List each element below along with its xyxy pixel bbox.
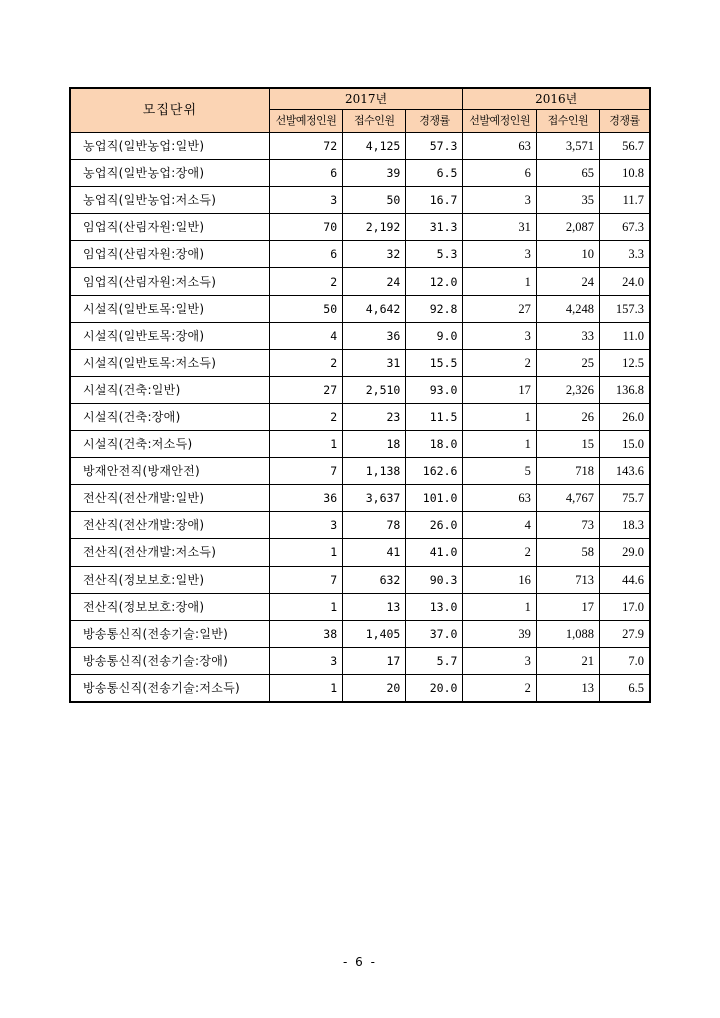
cell-planned-2017: 2 — [269, 403, 342, 430]
cell-planned-2016: 1 — [463, 431, 536, 458]
cell-applicants-2017: 2,192 — [343, 214, 406, 241]
cell-rate-2016: 17.0 — [600, 593, 650, 620]
cell-planned-2016: 1 — [463, 403, 536, 430]
cell-rate-2016: 11.0 — [600, 322, 650, 349]
table-row — [71, 160, 650, 187]
cell-planned-2017: 72 — [269, 133, 342, 160]
cell-rate-2017: 162.6 — [406, 458, 463, 485]
header-applicants-2017: 접수인원 — [343, 110, 406, 133]
cell-applicants-2017: 39 — [343, 160, 406, 187]
cell-planned-2016: 16 — [463, 566, 536, 593]
header-recruitment-unit: 모집단위 — [71, 89, 270, 133]
cell-rate-2016: 10.8 — [600, 160, 650, 187]
cell-applicants-2017: 36 — [343, 322, 406, 349]
cell-applicants-2017: 31 — [343, 349, 406, 376]
cell-planned-2017: 50 — [269, 295, 342, 322]
cell-planned-2017: 2 — [269, 349, 342, 376]
cell-applicants-2016: 33 — [536, 322, 599, 349]
cell-applicants-2016: 10 — [536, 241, 599, 268]
cell-rate-2016: 18.3 — [600, 512, 650, 539]
cell-applicants-2017: 50 — [343, 187, 406, 214]
cell-planned-2017: 38 — [269, 620, 342, 647]
cell-unit-name: 전산직(정보보호:일반) — [71, 566, 270, 593]
cell-planned-2016: 2 — [463, 349, 536, 376]
cell-planned-2016: 4 — [463, 512, 536, 539]
cell-planned-2017: 70 — [269, 214, 342, 241]
cell-applicants-2017: 4,642 — [343, 295, 406, 322]
cell-planned-2016: 3 — [463, 322, 536, 349]
cell-applicants-2016: 26 — [536, 403, 599, 430]
header-applicants-2016: 접수인원 — [536, 110, 599, 133]
cell-rate-2016: 29.0 — [600, 539, 650, 566]
cell-planned-2017: 1 — [269, 539, 342, 566]
cell-applicants-2017: 24 — [343, 268, 406, 295]
cell-rate-2016: 15.0 — [600, 431, 650, 458]
cell-rate-2017: 93.0 — [406, 376, 463, 403]
cell-unit-name: 시설직(일반토목:일반) — [71, 295, 270, 322]
table-body — [71, 133, 650, 702]
cell-applicants-2016: 713 — [536, 566, 599, 593]
cell-applicants-2016: 2,326 — [536, 376, 599, 403]
table-row — [71, 187, 650, 214]
cell-planned-2016: 3 — [463, 187, 536, 214]
cell-rate-2017: 101.0 — [406, 485, 463, 512]
cell-applicants-2017: 1,405 — [343, 620, 406, 647]
table-row — [71, 403, 650, 430]
cell-unit-name: 전산직(전산개발:저소득) — [71, 539, 270, 566]
cell-rate-2017: 11.5 — [406, 403, 463, 430]
cell-planned-2016: 31 — [463, 214, 536, 241]
cell-rate-2016: 136.8 — [600, 376, 650, 403]
cell-planned-2016: 2 — [463, 674, 536, 701]
cell-unit-name: 시설직(건축:일반) — [71, 376, 270, 403]
cell-rate-2016: 12.5 — [600, 349, 650, 376]
cell-applicants-2016: 3,571 — [536, 133, 599, 160]
cell-planned-2017: 3 — [269, 512, 342, 539]
cell-planned-2016: 63 — [463, 485, 536, 512]
cell-planned-2016: 2 — [463, 539, 536, 566]
cell-applicants-2017: 4,125 — [343, 133, 406, 160]
table-row — [71, 322, 650, 349]
cell-planned-2017: 6 — [269, 241, 342, 268]
table-row — [71, 539, 650, 566]
cell-planned-2017: 1 — [269, 431, 342, 458]
cell-unit-name: 임업직(산림자원:일반) — [71, 214, 270, 241]
cell-rate-2017: 20.0 — [406, 674, 463, 701]
table-row — [71, 349, 650, 376]
cell-applicants-2017: 3,637 — [343, 485, 406, 512]
cell-planned-2017: 2 — [269, 268, 342, 295]
cell-applicants-2017: 13 — [343, 593, 406, 620]
cell-applicants-2017: 41 — [343, 539, 406, 566]
cell-planned-2017: 7 — [269, 566, 342, 593]
cell-rate-2017: 6.5 — [406, 160, 463, 187]
cell-unit-name: 농업직(일반농업:일반) — [71, 133, 270, 160]
cell-unit-name: 시설직(일반토목:저소득) — [71, 349, 270, 376]
cell-applicants-2017: 2,510 — [343, 376, 406, 403]
cell-unit-name: 시설직(건축:저소득) — [71, 431, 270, 458]
cell-rate-2016: 7.0 — [600, 647, 650, 674]
cell-applicants-2017: 632 — [343, 566, 406, 593]
cell-applicants-2016: 15 — [536, 431, 599, 458]
table-row — [71, 431, 650, 458]
cell-applicants-2016: 17 — [536, 593, 599, 620]
table-row — [71, 647, 650, 674]
cell-unit-name: 농업직(일반농업:저소득) — [71, 187, 270, 214]
cell-applicants-2016: 24 — [536, 268, 599, 295]
table-row — [71, 458, 650, 485]
cell-applicants-2016: 73 — [536, 512, 599, 539]
cell-applicants-2016: 4,248 — [536, 295, 599, 322]
cell-planned-2017: 3 — [269, 647, 342, 674]
cell-planned-2016: 3 — [463, 647, 536, 674]
cell-applicants-2016: 13 — [536, 674, 599, 701]
cell-unit-name: 임업직(산림자원:저소득) — [71, 268, 270, 295]
header-rate-2017: 경쟁률 — [406, 110, 463, 133]
cell-applicants-2017: 17 — [343, 647, 406, 674]
cell-rate-2016: 24.0 — [600, 268, 650, 295]
cell-planned-2017: 3 — [269, 187, 342, 214]
header-rate-2016: 경쟁률 — [600, 110, 650, 133]
cell-unit-name: 방송통신직(전송기술:저소득) — [71, 674, 270, 701]
cell-rate-2016: 143.6 — [600, 458, 650, 485]
table-row — [71, 674, 650, 701]
cell-planned-2017: 4 — [269, 322, 342, 349]
header-planned-2017: 선발예정인원 — [269, 110, 342, 133]
table-row — [71, 620, 650, 647]
cell-rate-2016: 44.6 — [600, 566, 650, 593]
cell-planned-2017: 7 — [269, 458, 342, 485]
table-row — [71, 268, 650, 295]
cell-applicants-2017: 1,138 — [343, 458, 406, 485]
cell-rate-2016: 157.3 — [600, 295, 650, 322]
cell-planned-2016: 5 — [463, 458, 536, 485]
cell-applicants-2017: 18 — [343, 431, 406, 458]
cell-rate-2016: 27.9 — [600, 620, 650, 647]
cell-applicants-2016: 1,088 — [536, 620, 599, 647]
cell-rate-2017: 16.7 — [406, 187, 463, 214]
cell-rate-2017: 15.5 — [406, 349, 463, 376]
cell-planned-2017: 27 — [269, 376, 342, 403]
cell-rate-2017: 37.0 — [406, 620, 463, 647]
cell-rate-2017: 18.0 — [406, 431, 463, 458]
cell-rate-2016: 67.3 — [600, 214, 650, 241]
cell-applicants-2016: 65 — [536, 160, 599, 187]
cell-planned-2016: 39 — [463, 620, 536, 647]
cell-rate-2016: 56.7 — [600, 133, 650, 160]
cell-planned-2017: 36 — [269, 485, 342, 512]
cell-rate-2017: 90.3 — [406, 566, 463, 593]
cell-applicants-2016: 25 — [536, 349, 599, 376]
cell-applicants-2016: 718 — [536, 458, 599, 485]
cell-rate-2016: 11.7 — [600, 187, 650, 214]
cell-rate-2016: 26.0 — [600, 403, 650, 430]
cell-unit-name: 전산직(전산개발:장애) — [71, 512, 270, 539]
cell-rate-2017: 9.0 — [406, 322, 463, 349]
table-row — [71, 593, 650, 620]
table-row — [71, 295, 650, 322]
table-row — [71, 566, 650, 593]
table-row — [71, 133, 650, 160]
cell-rate-2017: 5.7 — [406, 647, 463, 674]
cell-applicants-2017: 32 — [343, 241, 406, 268]
cell-rate-2017: 5.3 — [406, 241, 463, 268]
cell-planned-2017: 1 — [269, 593, 342, 620]
cell-rate-2017: 13.0 — [406, 593, 463, 620]
cell-rate-2016: 3.3 — [600, 241, 650, 268]
cell-planned-2016: 1 — [463, 593, 536, 620]
cell-applicants-2017: 78 — [343, 512, 406, 539]
header-year-2017: 2017년 — [269, 89, 463, 110]
cell-rate-2017: 57.3 — [406, 133, 463, 160]
cell-applicants-2016: 35 — [536, 187, 599, 214]
page-number: - 6 - — [343, 955, 377, 969]
cell-rate-2016: 75.7 — [600, 485, 650, 512]
header-planned-2016: 선발예정인원 — [463, 110, 536, 133]
cell-applicants-2016: 4,767 — [536, 485, 599, 512]
cell-rate-2017: 92.8 — [406, 295, 463, 322]
cell-planned-2017: 6 — [269, 160, 342, 187]
cell-applicants-2016: 21 — [536, 647, 599, 674]
cell-unit-name: 전산직(전산개발:일반) — [71, 485, 270, 512]
cell-rate-2017: 26.0 — [406, 512, 463, 539]
cell-planned-2016: 63 — [463, 133, 536, 160]
cell-applicants-2017: 23 — [343, 403, 406, 430]
cell-planned-2016: 27 — [463, 295, 536, 322]
cell-planned-2016: 1 — [463, 268, 536, 295]
cell-rate-2016: 6.5 — [600, 674, 650, 701]
competition-rate-table — [70, 88, 650, 702]
table-row — [71, 512, 650, 539]
cell-planned-2016: 17 — [463, 376, 536, 403]
cell-rate-2017: 12.0 — [406, 268, 463, 295]
cell-planned-2017: 1 — [269, 674, 342, 701]
cell-planned-2016: 3 — [463, 241, 536, 268]
cell-planned-2016: 6 — [463, 160, 536, 187]
cell-rate-2017: 41.0 — [406, 539, 463, 566]
cell-unit-name: 전산직(정보보호:장애) — [71, 593, 270, 620]
header-row-years — [71, 89, 650, 110]
cell-unit-name: 시설직(건축:장애) — [71, 403, 270, 430]
cell-unit-name: 방송통신직(전송기술:장애) — [71, 647, 270, 674]
cell-unit-name: 임업직(산림자원:장애) — [71, 241, 270, 268]
cell-unit-name: 방재안전직(방재안전) — [71, 458, 270, 485]
cell-unit-name: 방송통신직(전송기술:일반) — [71, 620, 270, 647]
cell-applicants-2016: 58 — [536, 539, 599, 566]
table-header — [71, 89, 650, 133]
cell-applicants-2017: 20 — [343, 674, 406, 701]
table-row — [71, 241, 650, 268]
cell-unit-name: 농업직(일반농업:장애) — [71, 160, 270, 187]
cell-unit-name: 시설직(일반토목:장애) — [71, 322, 270, 349]
cell-rate-2017: 31.3 — [406, 214, 463, 241]
table-row — [71, 485, 650, 512]
table-row — [71, 214, 650, 241]
table-row — [71, 376, 650, 403]
header-year-2016: 2016년 — [463, 89, 650, 110]
cell-applicants-2016: 2,087 — [536, 214, 599, 241]
